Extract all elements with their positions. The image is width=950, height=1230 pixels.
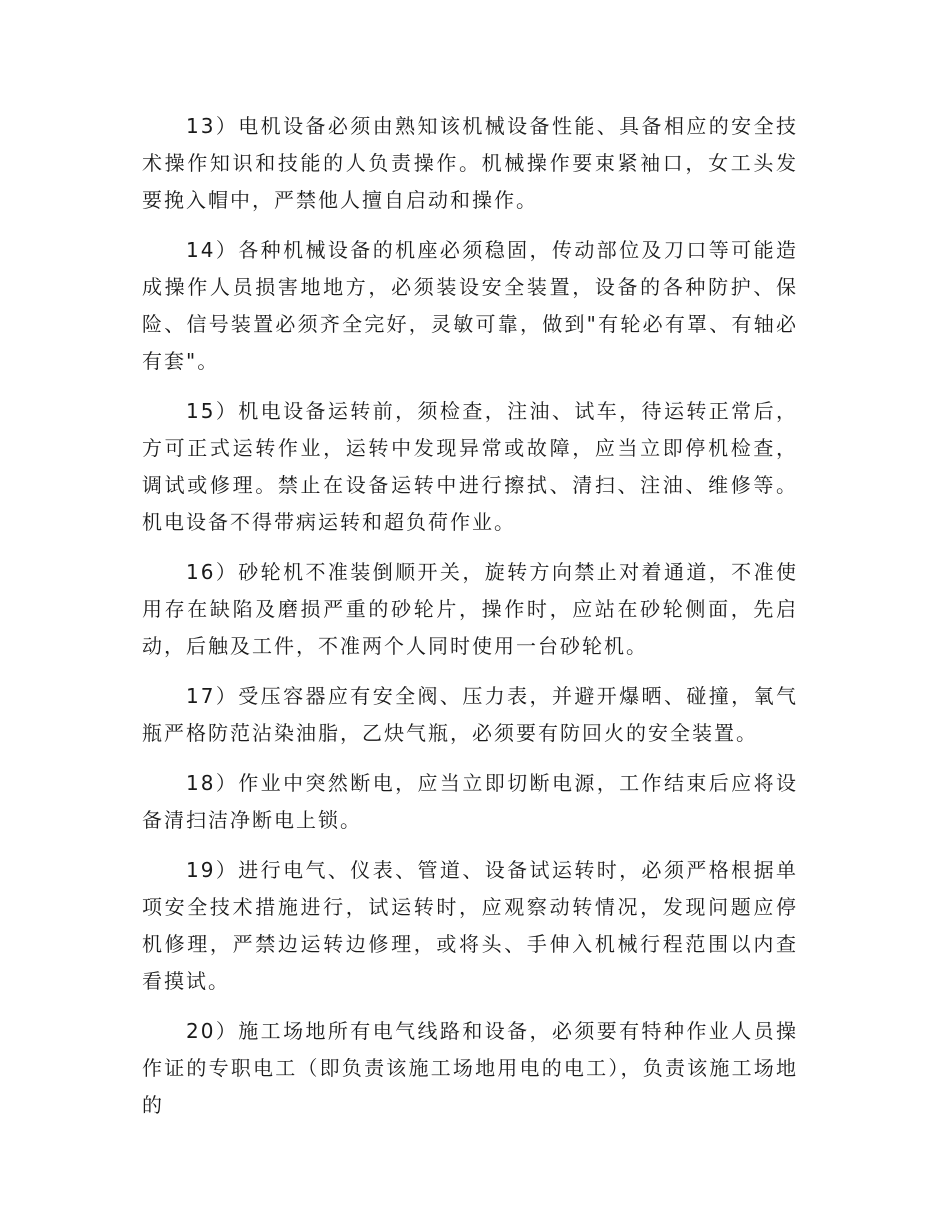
paragraph-item-15: 15）机电设备运转前，须检查，注油、试车，待运转正常后，方可正式运转作业，运转中发现异常或故障，应当立即停机检查，调试或修理。禁止在设备运转中进行擦拭、清扫、注油、维修等。机电设备不得带病运转和超负荷作业。 [142,399,798,534]
paragraph-item-14: 14）各种机械设备的机座必须稳固，传动部位及刀口等可能造成操作人员损害地地方，必须装设安全装置，设备的各种防护、保险、信号装置必须齐全完好，灵敏可靠，做到"有轮必有罩、有轴必有套"。 [142,238,798,373]
paragraph-item-18: 18）作业中突然断电，应当立即切断电源，工作结束后应将设备清扫洁净断电上锁。 [142,771,798,832]
paragraph-item-13: 13）电机设备必须由熟知该机械设备性能、具备相应的安全技术操作知识和技能的人负责操作。机械操作要束紧袖口，女工头发要挽入帽中，严禁他人擅自启动和操作。 [142,114,798,212]
paragraph-item-17: 17）受压容器应有安全阀、压力表，并避开爆晒、碰撞，氧气瓶严格防范沾染油脂，乙炔气瓶，必须要有防回火的安全装置。 [142,684,798,745]
paragraph-item-20: 20）施工场地所有电气线路和设备，必须要有特种作业人员操作证的专职电工（即负责该施工场地用电的电工），负责该施工场地的 [142,1019,798,1117]
document-body [142,108,798,1137]
paragraph-item-19: 19）进行电气、仪表、管道、设备试运转时，必须严格根据单项安全技术措施进行，试运转时，应观察动转情况，发现问题应停机修理，严禁边运转边修理，或将头、手伸入机械行程范围以内查看摸试。 [142,858,798,993]
paragraph-item-16: 16）砂轮机不准装倒顺开关，旋转方向禁止对着通道，不准使用存在缺陷及磨损严重的砂轮片，操作时，应站在砂轮侧面，先启动，后触及工件，不准两个人同时使用一台砂轮机。 [142,560,798,658]
